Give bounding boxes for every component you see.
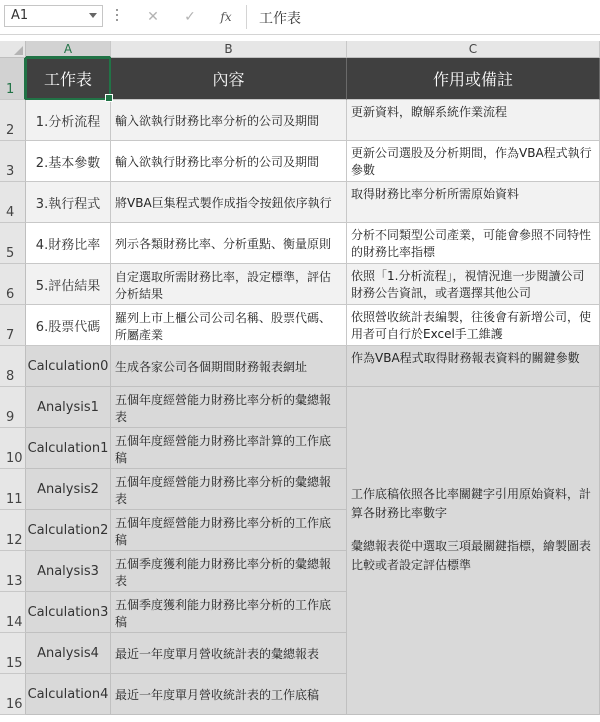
name-box-value: A1 (11, 8, 29, 23)
notes-cell[interactable]: 依照營收統計表編製，往後會有新增公司，使用者可自行於Excel手工維護 (347, 305, 600, 346)
row-number: 5 (6, 246, 15, 261)
row-number: 16 (6, 697, 23, 712)
sheet-name-cell[interactable]: Analysis1 (26, 387, 111, 428)
row-header[interactable] (0, 387, 26, 428)
row-header[interactable] (0, 58, 26, 100)
sheet-name-cell[interactable]: Calculation2 (26, 510, 111, 551)
notes-cell[interactable]: 作為VBA程式取得財務報表資料的關鍵參數 (347, 346, 600, 387)
content-cell[interactable]: 自定選取所需財務比率，設定標準，評估分析結果 (111, 264, 347, 305)
content-cell[interactable]: 五個年度經營能力財務比率分析的工作底稿 (111, 510, 347, 551)
content-cell[interactable]: 五個年度經營能力財務比率分析的彙總報表 (111, 387, 347, 428)
formula-value: 工作表 (259, 11, 301, 27)
row-number: 12 (6, 533, 23, 548)
header-cell-content[interactable]: 內容 (111, 58, 347, 100)
row-header[interactable] (0, 551, 26, 592)
column-header-c[interactable]: C (347, 41, 600, 58)
sheet-name-cell[interactable]: Analysis3 (26, 551, 111, 592)
content-cell[interactable]: 羅列上市上櫃公司公司名稱、股票代碼、所屬產業 (111, 305, 347, 346)
sheet-name-cell[interactable]: Calculation4 (26, 674, 111, 715)
header-cell-notes[interactable]: 作用或備註 (347, 58, 600, 100)
row-number: 6 (6, 287, 15, 302)
insert-function-icon[interactable]: fx (220, 10, 232, 24)
row-number: 3 (6, 164, 15, 179)
row-header[interactable] (0, 141, 26, 182)
row-header[interactable] (0, 428, 26, 469)
row-header[interactable] (0, 510, 26, 551)
notes-cell[interactable]: 更新資料，瞭解系統作業流程 (347, 100, 600, 141)
row-header[interactable] (0, 346, 26, 387)
fill-handle[interactable] (105, 94, 113, 102)
active-cell-selection[interactable] (25, 57, 111, 100)
formula-bar (0, 0, 600, 35)
content-cell[interactable]: 列示各類財務比率、分析重點、衡量原則 (111, 223, 347, 264)
sheet-name-cell[interactable]: 5.評估結果 (26, 264, 111, 305)
row-number: 4 (6, 205, 15, 220)
content-cell[interactable]: 五個年度經營能力財務比率分析的彙總報表 (111, 469, 347, 510)
sheet-name-cell[interactable]: 1.分析流程 (26, 100, 111, 141)
content-cell[interactable]: 輸入欲執行財務比率分析的公司及期間 (111, 100, 347, 141)
row-header[interactable] (0, 633, 26, 674)
row-number: 8 (6, 369, 15, 384)
chevron-down-icon[interactable] (89, 13, 97, 18)
select-all-button[interactable] (0, 41, 26, 58)
content-cell[interactable]: 最近一年度單月營收統計表的工作底稿 (111, 674, 347, 715)
row-number: 11 (6, 492, 23, 507)
sheet-name-cell[interactable]: Calculation0 (26, 346, 111, 387)
content-cell[interactable]: 五個季度獲利能力財務比率分析的工作底稿 (111, 592, 347, 633)
enter-icon[interactable]: ✓ (184, 9, 196, 25)
notes-paragraph: 工作底稿依照各比率關鍵字引用原始資料，計算各財務比率數字 (351, 487, 592, 520)
column-header-b[interactable]: B (111, 41, 347, 58)
sheet-name-cell[interactable]: Calculation1 (26, 428, 111, 469)
row-header[interactable] (0, 182, 26, 223)
cancel-icon[interactable]: ✕ (147, 9, 159, 25)
content-cell[interactable]: 最近一年度單月營收統計表的彙總報表 (111, 633, 347, 674)
row-number: 10 (6, 451, 23, 466)
row-number: 1 (6, 82, 15, 97)
more-options-icon[interactable] (116, 9, 119, 25)
formula-input[interactable] (247, 5, 600, 29)
row-header[interactable] (0, 469, 26, 510)
notes-paragraph: 彙總報表從中選取三項最關鍵指標，繪製圖表比較或者設定評估標準 (351, 539, 592, 572)
sheet-name-cell[interactable]: 2.基本參數 (26, 141, 111, 182)
row-header[interactable] (0, 100, 26, 141)
content-cell[interactable]: 五個季度獲利能力財務比率分析的彙總報表 (111, 551, 347, 592)
name-box[interactable] (4, 5, 103, 27)
row-number: 14 (6, 615, 23, 630)
content-cell[interactable]: 將VBA巨集程式製作成指令按鈕依序執行 (111, 182, 347, 223)
row-number: 2 (6, 123, 15, 138)
sheet-name-cell[interactable]: 6.股票代碼 (26, 305, 111, 346)
worksheet-grid (0, 41, 600, 722)
sheet-name-cell[interactable]: Analysis2 (26, 469, 111, 510)
header-cell-sheet[interactable]: 工作表 (26, 58, 111, 100)
notes-cell[interactable]: 取得財務比率分析所需原始資料 (347, 182, 600, 223)
sheet-name-cell[interactable]: Calculation3 (26, 592, 111, 633)
row-header[interactable] (0, 674, 26, 715)
row-number: 9 (6, 410, 15, 425)
column-header-a[interactable]: A (26, 41, 111, 58)
row-header[interactable] (0, 223, 26, 264)
row-header[interactable] (0, 592, 26, 633)
row-number: 7 (6, 328, 15, 343)
sheet-name-cell[interactable]: 4.財務比率 (26, 223, 111, 264)
content-cell[interactable]: 生成各家公司各個期間財務報表網址 (111, 346, 347, 387)
content-cell[interactable]: 輸入欲執行財務比率分析的公司及期間 (111, 141, 347, 182)
row-header[interactable] (0, 305, 26, 346)
sheet-name-cell[interactable]: Analysis4 (26, 633, 111, 674)
sheet-name-cell[interactable]: 3.執行程式 (26, 182, 111, 223)
content-cell[interactable]: 五個年度經營能力財務比率計算的工作底稿 (111, 428, 347, 469)
row-number: 13 (6, 574, 23, 589)
notes-cell[interactable]: 分析不同類型公司產業，可能會參照不同特性的財務比率指標 (347, 223, 600, 264)
row-header[interactable] (0, 264, 26, 305)
merged-notes-cell[interactable] (347, 387, 600, 715)
notes-cell[interactable]: 依照「1.分析流程」，視情況進一步閱讀公司財務公告資訊，或者選擇其他公司 (347, 264, 600, 305)
notes-cell[interactable]: 更新公司選股及分析期間，作為VBA程式執行參數 (347, 141, 600, 182)
row-number: 15 (6, 656, 23, 671)
